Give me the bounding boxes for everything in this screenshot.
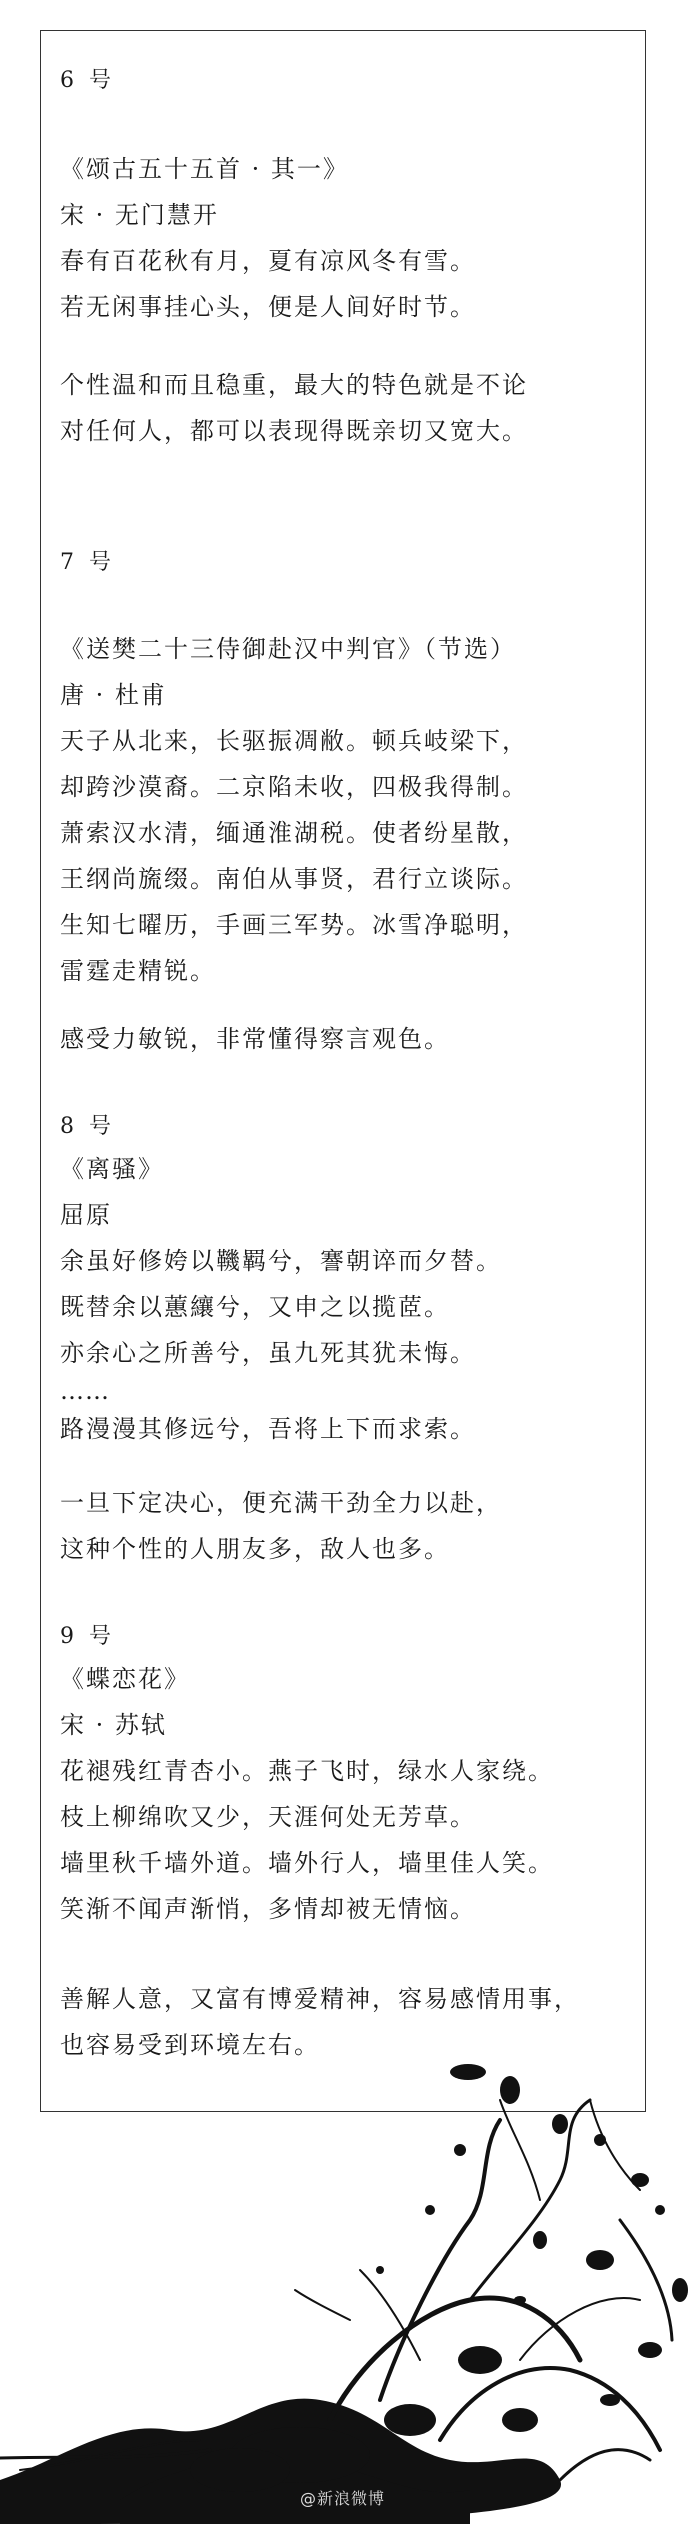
verse-line: 路漫漫其修远兮，吾将上下而求索。: [60, 1415, 476, 1443]
section-number: 9 号: [60, 1624, 115, 1649]
verse-line: 萧索汉水清，缅通淮湖税。使者纷星散，: [60, 819, 528, 847]
verse-line: 既替余以蕙纕兮，又申之以揽茝。: [60, 1293, 450, 1321]
watermark: @新浪微博: [300, 2489, 386, 2508]
poem-title: 《颂古五十五首 · 其一》: [60, 155, 349, 183]
section-number: 8 号: [60, 1114, 115, 1139]
section-6-comment: [60, 362, 620, 454]
section-9: [60, 1614, 620, 1660]
verse-line: 雷霆走精锐。: [60, 957, 216, 985]
comment-line: 这种个性的人朋友多，敌人也多。: [60, 1535, 450, 1563]
section-7: [60, 540, 620, 586]
poem-author: 宋 · 苏轼: [60, 1711, 167, 1739]
poem-author: 宋 · 无门慧开: [60, 201, 219, 229]
verse-line: 余虽好修姱以鞿羁兮，謇朝谇而夕替。: [60, 1247, 502, 1275]
section-8-comment: [60, 1480, 620, 1572]
poem-title: 《蝶恋花》: [60, 1665, 190, 1693]
poem-title: 《离骚》: [60, 1155, 164, 1183]
verse-line: 花褪残红青杏小。燕子飞时，绿水人家绕。: [60, 1757, 554, 1785]
verse-line: 若无闲事挂心头，便是人间好时节。: [60, 293, 476, 321]
verse-line: 春有百花秋有月，夏有凉风冬有雪。: [60, 247, 476, 275]
section-8: [60, 1104, 620, 1150]
section-9-comment: [60, 1976, 620, 2068]
verse-line: 墙里秋千墙外道。墙外行人，墙里佳人笑。: [60, 1849, 554, 1877]
comment-line: 善解人意，又富有博爱精神，容易感情用事，: [60, 1985, 580, 2013]
comment-line: 个性温和而且稳重，最大的特色就是不论: [60, 371, 528, 399]
verse-line: 却跨沙漠裔。二京陷未收，四极我得制。: [60, 773, 528, 801]
verse-line: 王纲尚旒缀。南伯从事贤，君行立谈际。: [60, 865, 528, 893]
verse-line: 生知七曜历，手画三军势。冰雪净聪明，: [60, 911, 528, 939]
comment-line: 感受力敏锐，非常懂得察言观色。: [60, 1025, 450, 1053]
poem-author: 唐 · 杜甫: [60, 681, 167, 709]
poem-author: 屈原: [60, 1201, 112, 1229]
section-6-poem: [60, 146, 620, 330]
verse-ellipsis: ……: [60, 1377, 110, 1405]
section-number: 7 号: [60, 550, 115, 575]
section-9-poem: [60, 1656, 620, 1932]
comment-line: 对任何人，都可以表现得既亲切又宽大。: [60, 417, 528, 445]
section-8-poem: [60, 1146, 620, 1452]
verse-line: 枝上柳绵吹又少，天涯何处无芳草。: [60, 1803, 476, 1831]
comment-line: 也容易受到环境左右。: [60, 2031, 320, 2059]
verse-line: 亦余心之所善兮，虽九死其犹未悔。: [60, 1339, 476, 1367]
poem-title: 《送樊二十三侍御赴汉中判官》（节选）: [60, 635, 516, 663]
section-7-poem: [60, 626, 620, 994]
section-number: 6 号: [60, 68, 115, 93]
comment-line: 一旦下定决心，便充满干劲全力以赴，: [60, 1489, 502, 1517]
verse-line: 笑渐不闻声渐悄，多情却被无情恼。: [60, 1895, 476, 1923]
section-7-comment: [60, 1016, 620, 1062]
ink-splash-decoration: [0, 2060, 690, 2524]
verse-line: 天子从北来，长驱振凋敝。顿兵岐梁下，: [60, 727, 528, 755]
section-6: [60, 58, 620, 104]
